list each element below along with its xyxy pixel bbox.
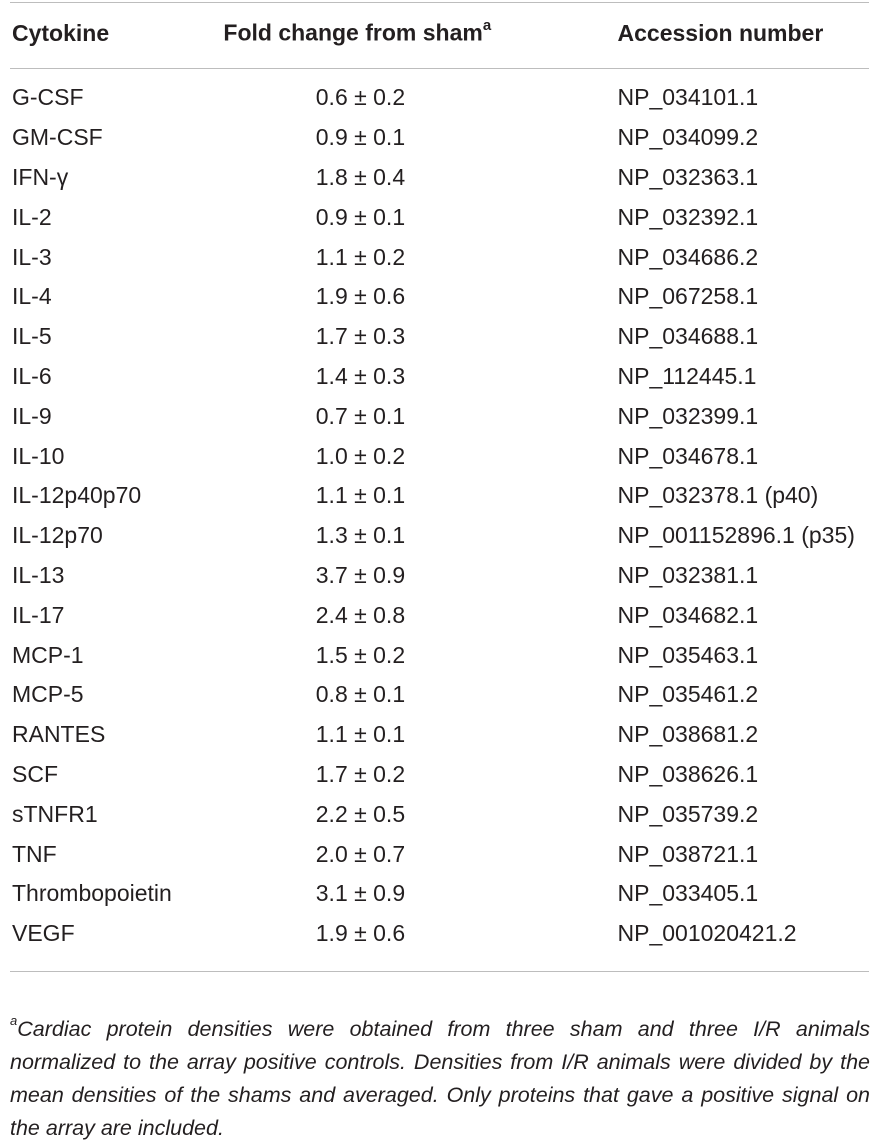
table-row [10, 197, 870, 237]
table-row [10, 675, 870, 715]
accession-cell: NP_034686.2 [617, 243, 759, 270]
table-row [10, 277, 870, 317]
cytokine-cell: Thrombopoietin [12, 880, 172, 907]
accession-cell: NP_034678.1 [617, 442, 759, 469]
fold-change-cell: 1.1 ± 0.1 [315, 721, 406, 748]
header-fold-change-label: Fold change from sham [223, 19, 483, 46]
fold-change-cell: 1.3 ± 0.1 [315, 522, 406, 549]
accession-cell: NP_032363.1 [617, 163, 759, 190]
cytokine-cell: IL-12p70 [12, 522, 103, 549]
accession-cell: NP_038626.1 [617, 760, 759, 787]
accession-cell: NP_035461.2 [617, 681, 759, 708]
accession-cell: NP_001020421.2 [617, 920, 797, 947]
accession-cell: NP_038681.2 [617, 721, 759, 748]
footnote-marker: a [10, 1012, 18, 1028]
cytokine-cell: SCF [12, 760, 58, 787]
table-row [10, 158, 870, 198]
cytokine-cell: sTNFR1 [12, 800, 98, 827]
table-row [10, 834, 870, 874]
table-row [10, 317, 870, 357]
fold-change-cell: 1.7 ± 0.2 [315, 760, 406, 787]
cytokine-cell: MCP-1 [12, 641, 84, 668]
table-row [10, 118, 870, 158]
fold-change-cell: 1.5 ± 0.2 [315, 641, 406, 668]
accession-cell: NP_034682.1 [617, 601, 759, 628]
accession-cell: NP_033405.1 [617, 880, 759, 907]
cytokine-cell: RANTES [12, 721, 106, 748]
table-row [10, 635, 870, 675]
accession-cell: NP_032378.1 (p40) [617, 482, 819, 509]
accession-cell: NP_112445.1 [617, 362, 757, 389]
cytokine-cell: IL-17 [12, 601, 65, 628]
cytokine-cell: TNF [12, 840, 57, 867]
accession-cell: NP_032399.1 [617, 402, 759, 429]
cytokine-cell: IL-3 [12, 243, 52, 270]
fold-change-cell: 0.8 ± 0.1 [315, 681, 406, 708]
accession-cell: NP_035739.2 [617, 800, 759, 827]
table-header-row [10, 0, 870, 66]
table-row [10, 874, 870, 914]
fold-change-cell: 0.7 ± 0.1 [315, 402, 406, 429]
cytokine-cell: IL-4 [12, 283, 52, 310]
table-row [10, 476, 870, 516]
table-row [10, 715, 870, 755]
table-row [10, 396, 870, 436]
accession-cell: NP_035463.1 [617, 641, 759, 668]
table-row [10, 595, 870, 635]
fold-change-cell: 1.9 ± 0.6 [315, 920, 406, 947]
cytokine-cell: IL-6 [12, 362, 52, 389]
cytokine-table [10, 0, 870, 954]
header-accession: Accession number [617, 19, 824, 46]
table-row [10, 78, 870, 118]
cytokine-cell: IL-10 [12, 442, 65, 469]
fold-change-cell: 3.1 ± 0.9 [315, 880, 406, 907]
fold-change-cell: 2.2 ± 0.5 [315, 800, 406, 827]
fold-change-cell: 2.4 ± 0.8 [315, 601, 406, 628]
fold-change-cell: 1.4 ± 0.3 [315, 362, 406, 389]
cytokine-cell: IFN-γ [12, 163, 69, 190]
table-spacer [10, 66, 870, 78]
cytokine-cell: IL-5 [12, 323, 52, 350]
fold-change-cell: 1.9 ± 0.6 [315, 283, 406, 310]
fold-change-cell: 0.6 ± 0.2 [315, 84, 406, 111]
table-row [10, 516, 870, 556]
fold-change-cell: 0.9 ± 0.1 [315, 124, 406, 151]
fold-change-cell: 1.8 ± 0.4 [315, 163, 406, 190]
accession-cell: NP_034688.1 [617, 323, 759, 350]
table-footnote [10, 1007, 870, 1145]
table-row [10, 357, 870, 397]
fold-change-cell: 1.1 ± 0.2 [315, 243, 406, 270]
fold-change-cell: 1.1 ± 0.1 [315, 482, 406, 509]
table-row [10, 436, 870, 476]
cytokine-cell: IL-2 [12, 203, 52, 230]
cytokine-cell: MCP-5 [12, 681, 84, 708]
table-row [10, 794, 870, 834]
fold-change-cell: 0.9 ± 0.1 [315, 203, 406, 230]
table-row [10, 755, 870, 795]
cytokine-cell: IL-13 [12, 561, 65, 588]
table-row [10, 914, 870, 954]
fold-change-cell: 2.0 ± 0.7 [315, 840, 406, 867]
fold-change-cell: 3.7 ± 0.9 [315, 561, 406, 588]
accession-cell: NP_067258.1 [617, 283, 759, 310]
table-footer-rule [10, 971, 869, 972]
table-row [10, 237, 870, 277]
cytokine-cell: VEGF [12, 920, 75, 947]
accession-cell: NP_001152896.1 (p35) [617, 522, 855, 549]
fold-change-cell: 1.0 ± 0.2 [315, 442, 406, 469]
cytokine-cell: IL-12p40p70 [12, 482, 142, 509]
cytokine-cell: IL-9 [12, 402, 52, 429]
accession-cell: NP_032381.1 [617, 561, 759, 588]
accession-cell: NP_034099.2 [617, 124, 759, 151]
header-fold-change [223, 0, 617, 66]
header-fold-change-marker: a [482, 17, 492, 35]
cytokine-cell: GM-CSF [12, 124, 103, 151]
cytokine-cell: G-CSF [12, 84, 84, 111]
table-body [10, 66, 870, 954]
header-cytokine: Cytokine [12, 19, 110, 46]
fold-change-cell: 1.7 ± 0.3 [315, 323, 406, 350]
accession-cell: NP_038721.1 [617, 840, 759, 867]
table-row [10, 556, 870, 596]
footnote-text: Cardiac protein densities were obtained from three sham and three I/R animals normalized to the array positive controls. Densities from I/R animals were divided by the mean densities of the shams and averaged. Only proteins that gave a positive signal on the array are included. [10, 1016, 870, 1140]
accession-cell: NP_032392.1 [617, 203, 759, 230]
accession-cell: NP_034101.1 [617, 84, 759, 111]
